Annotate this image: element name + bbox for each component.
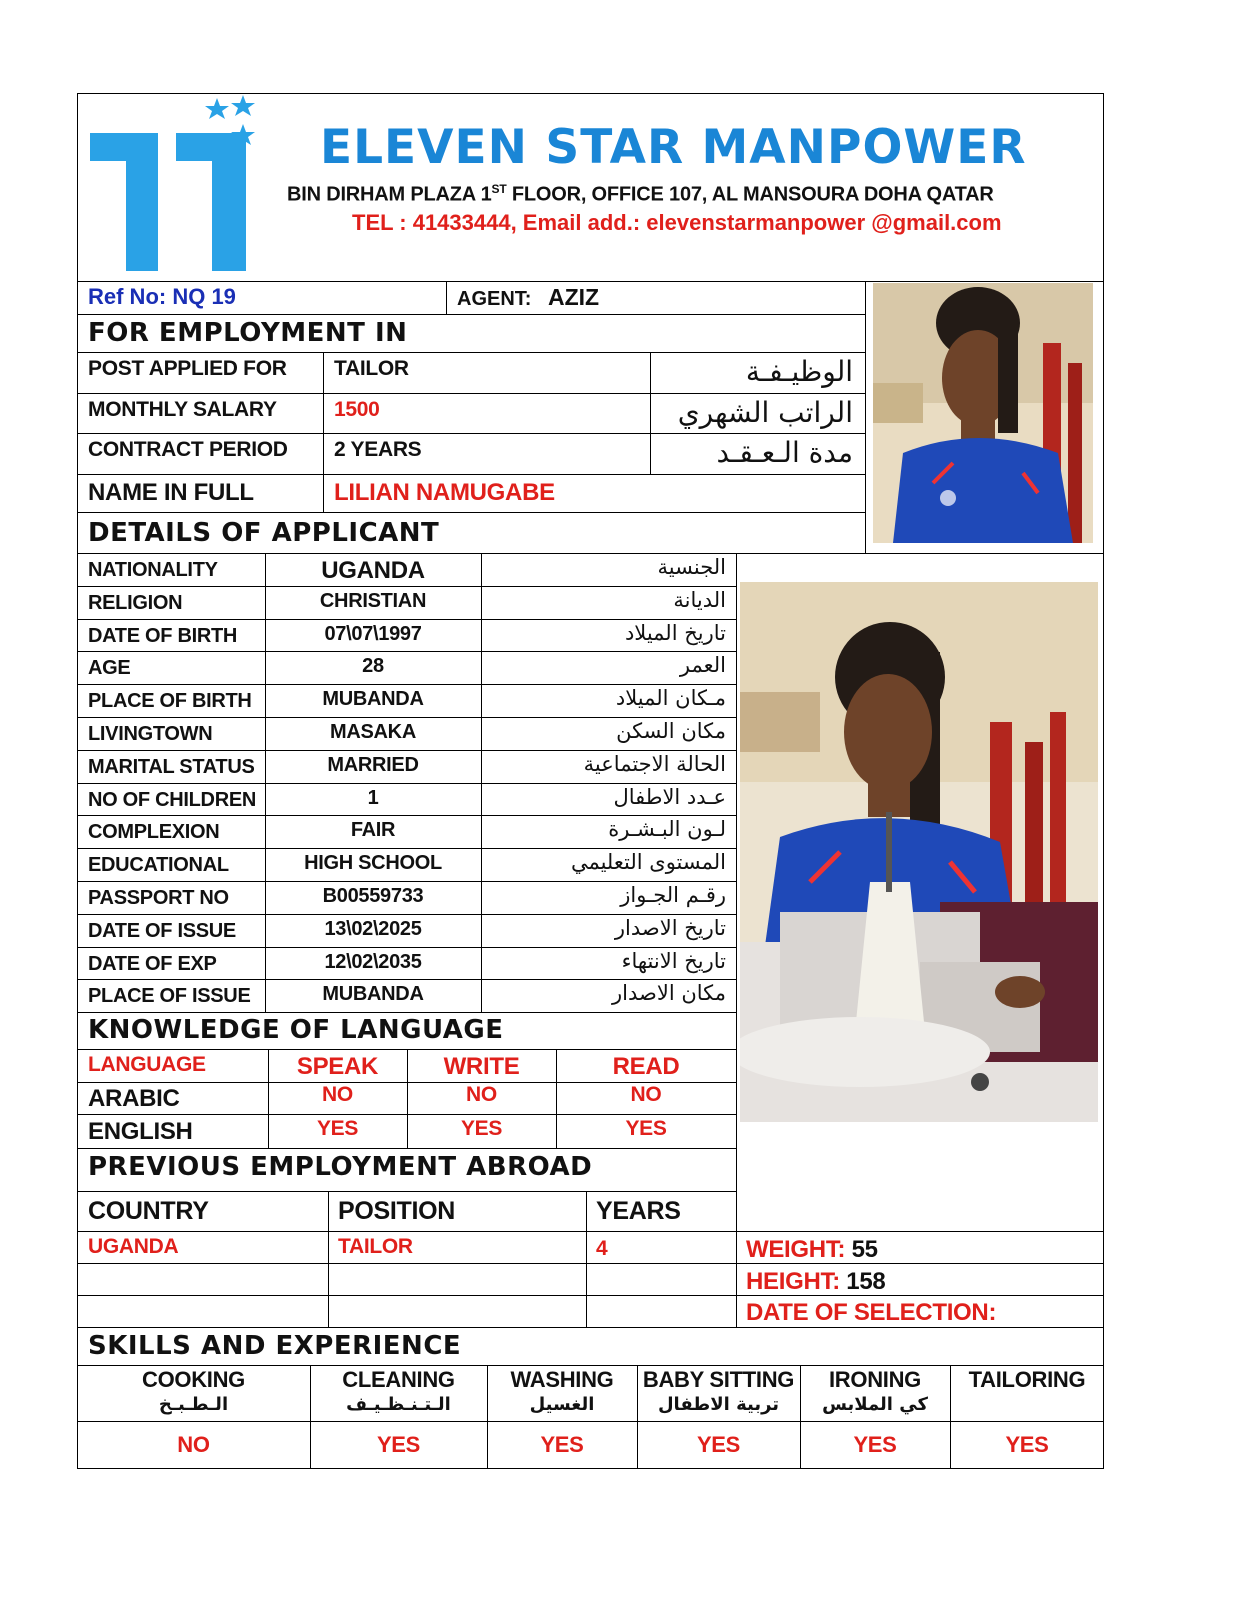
- lang-col-language: LANGUAGE: [88, 1053, 206, 1076]
- divider: [650, 352, 651, 474]
- detail-arabic: مـكان الميلاد: [615, 686, 726, 711]
- divider: [77, 1191, 736, 1192]
- divider: [446, 281, 447, 314]
- detail-arabic: مكان السكن: [616, 719, 726, 743]
- address-sup: ST: [491, 182, 507, 196]
- lang-col-write: WRITE: [443, 1053, 520, 1080]
- detail-value: CHRISTIAN: [319, 589, 427, 612]
- company-contact: TEL : 41433444, Email add.: elevenstarmanpower @gmail.com: [352, 210, 1002, 235]
- divider: [77, 1231, 1104, 1232]
- detail-value: MARRIED: [327, 753, 419, 776]
- company-logo: [86, 95, 266, 277]
- divider: [77, 1295, 1104, 1296]
- skill-name: CLEANING: [342, 1367, 455, 1392]
- divider: [77, 281, 1104, 282]
- divider: [77, 651, 736, 652]
- skill-value: NO: [177, 1432, 210, 1457]
- detail-arabic: مكان الاصدار: [612, 981, 726, 1006]
- prev-country: UGANDA: [88, 1235, 179, 1258]
- skill-arabic: الغسيل: [529, 1394, 595, 1415]
- fullname-label: NAME IN FULL: [88, 479, 254, 506]
- divider: [77, 1114, 736, 1115]
- height-value: 158: [846, 1268, 886, 1295]
- detail-arabic: تاريخ الانتهاء: [621, 948, 726, 973]
- company-address: [287, 182, 994, 207]
- skill-value: YES: [540, 1432, 584, 1457]
- skill-arabic: كي الملابس: [822, 1394, 928, 1415]
- salary-label: MONTHLY SALARY: [88, 398, 277, 421]
- skill-name: TAILORING: [968, 1367, 1086, 1392]
- skill-name: IRONING: [828, 1367, 921, 1392]
- divider: [328, 1191, 329, 1327]
- lang-col-speak: SPEAK: [296, 1053, 379, 1080]
- employment-heading: FOR EMPLOYMENT IN: [88, 318, 408, 348]
- applicant-photo-large: [740, 582, 1098, 1122]
- skill-value: YES: [376, 1432, 421, 1457]
- height: [746, 1268, 885, 1296]
- detail-label: PASSPORT NO: [88, 887, 229, 909]
- detail-arabic: لـون البـشـرة: [608, 817, 726, 842]
- lang-english-write: YES: [460, 1117, 503, 1140]
- post-label: POST APPLIED FOR: [88, 357, 287, 380]
- detail-arabic: الحالة الاجتماعية: [583, 751, 726, 776]
- previous-heading: PREVIOUS EMPLOYMENT ABROAD: [88, 1152, 593, 1182]
- skill-value: YES: [853, 1432, 897, 1457]
- star-icon: [231, 95, 255, 116]
- divider: [77, 474, 865, 475]
- prev-col-years: YEARS: [596, 1197, 681, 1225]
- detail-value: HIGH SCHOOL: [304, 852, 442, 875]
- detail-label: DATE OF BIRTH: [88, 624, 238, 647]
- divider: [77, 684, 736, 685]
- company-name: ELEVEN STAR MANPOWER: [320, 120, 1027, 175]
- lang-arabic-write: NO: [466, 1083, 497, 1106]
- skill-name: WASHING: [510, 1367, 614, 1392]
- star-icon: [205, 98, 229, 119]
- detail-arabic: عـدد الاطفال: [613, 784, 726, 809]
- prev-years: 4: [596, 1237, 608, 1260]
- detail-label: MARITAL STATUS: [88, 755, 255, 778]
- weight: [746, 1236, 878, 1264]
- post-value: TAILOR: [334, 357, 409, 380]
- prev-col-country: COUNTRY: [88, 1197, 209, 1225]
- address-part: FLOOR, OFFICE 107, AL MANSOURA DOHA QATAR: [506, 183, 994, 206]
- divider: [77, 1263, 1104, 1264]
- divider: [77, 848, 736, 849]
- salary-arabic: الراتب الشهري: [677, 396, 853, 429]
- divider: [77, 1012, 736, 1013]
- detail-value: 1: [367, 786, 379, 809]
- divider: [77, 433, 865, 434]
- detail-value: B00559733: [322, 885, 424, 907]
- language-heading: KNOWLEDGE OF LANGUAGE: [88, 1015, 504, 1045]
- post-arabic: الوظيـفـة: [745, 355, 853, 388]
- detail-value: MUBANDA: [322, 688, 424, 711]
- detail-label: LIVINGTOWN: [88, 723, 213, 745]
- weight-label: WEIGHT:: [746, 1236, 846, 1263]
- divider: [77, 1327, 1104, 1328]
- detail-value: 07\07\1997: [324, 622, 422, 645]
- divider: [77, 553, 1104, 554]
- lang-english-read: YES: [625, 1117, 667, 1140]
- lang-arabic: ARABIC: [88, 1085, 180, 1112]
- lang-english-speak: YES: [316, 1117, 359, 1140]
- detail-arabic: العمر: [679, 653, 726, 678]
- divider: [865, 281, 866, 553]
- date-of-selection: DATE OF SELECTION:: [746, 1299, 997, 1326]
- detail-value: UGANDA: [321, 557, 425, 584]
- skill-arabic: الـتـنـظـيـف: [346, 1394, 451, 1415]
- details-heading: DETAILS OF APPLICANT: [88, 518, 440, 548]
- divider: [77, 314, 865, 315]
- contract-arabic: مدة الـعـقـد: [716, 436, 853, 469]
- detail-label: RELIGION: [88, 591, 183, 614]
- divider: [736, 1231, 737, 1327]
- skill-name: BABY SITTING: [642, 1367, 795, 1392]
- divider: [586, 1191, 587, 1327]
- divider: [77, 393, 865, 394]
- divider: [77, 750, 736, 751]
- skill-name: COOKING: [141, 1367, 245, 1392]
- lang-arabic-speak: NO: [322, 1083, 353, 1106]
- detail-arabic: رقـم الجـواز: [620, 883, 726, 907]
- fullname-value: LILIAN NAMUGABE: [334, 479, 555, 506]
- detail-label: EDUCATIONAL: [88, 854, 229, 877]
- skills-heading: SKILLS AND EXPERIENCE: [88, 1331, 462, 1361]
- divider: [77, 1148, 736, 1149]
- skill-arabic: الـطـبـخ: [158, 1394, 229, 1415]
- detail-value: 13\02\2025: [324, 917, 422, 940]
- detail-arabic: الديانة: [673, 587, 726, 612]
- detail-arabic: تاريخ الميلاد: [624, 620, 726, 645]
- height-label: HEIGHT:: [746, 1268, 840, 1295]
- lang-english: ENGLISH: [88, 1118, 193, 1145]
- divider: [736, 553, 737, 1231]
- divider: [323, 352, 324, 512]
- detail-arabic: المستوى التعليمي: [570, 850, 726, 875]
- divider: [77, 717, 736, 718]
- divider: [77, 815, 736, 816]
- divider: [77, 586, 736, 587]
- divider: [77, 881, 736, 882]
- detail-label: AGE: [88, 657, 131, 680]
- lang-col-read: READ: [612, 1053, 680, 1080]
- detail-value: FAIR: [350, 819, 396, 842]
- weight-value: 55: [851, 1236, 878, 1263]
- agent-value: AZIZ: [548, 284, 600, 310]
- divider: [77, 512, 865, 513]
- applicant-photo-small: [873, 283, 1093, 543]
- detail-value: 12\02\2035: [324, 950, 422, 973]
- skill-value: YES: [1005, 1432, 1049, 1457]
- prev-position: TAILOR: [338, 1235, 413, 1258]
- detail-label: PLACE OF BIRTH: [88, 690, 252, 713]
- detail-arabic: تاريخ الاصدار: [614, 915, 726, 940]
- agent-label: AGENT:: [457, 288, 532, 310]
- address-part: BIN DIRHAM PLAZA 1: [287, 183, 492, 206]
- contract-label: CONTRACT PERIOD: [88, 438, 288, 461]
- detail-label: NO OF CHILDREN: [88, 788, 257, 811]
- contract-value: 2 YEARS: [334, 438, 422, 461]
- detail-label: DATE OF EXP: [88, 952, 217, 975]
- divider: [77, 783, 736, 784]
- lang-arabic-read: NO: [630, 1083, 662, 1106]
- detail-label: DATE OF ISSUE: [88, 919, 236, 942]
- divider: [77, 914, 736, 915]
- detail-value: MUBANDA: [322, 983, 424, 1006]
- ref-number: Ref No: NQ 19: [88, 284, 236, 309]
- detail-label: COMPLEXION: [88, 821, 220, 844]
- divider: [77, 619, 736, 620]
- divider: [77, 979, 736, 980]
- skill-arabic: تربية الاطفال: [657, 1394, 780, 1415]
- detail-label: NATIONALITY: [88, 559, 218, 581]
- detail-value: MASAKA: [330, 721, 416, 743]
- skill-value: YES: [696, 1432, 741, 1457]
- logo-eleven-stars: [86, 95, 266, 277]
- divider: [77, 947, 736, 948]
- salary-value: 1500: [334, 398, 380, 421]
- detail-arabic: الجنسية: [657, 555, 726, 579]
- prev-col-position: POSITION: [338, 1197, 456, 1225]
- divider: [77, 352, 865, 353]
- detail-label: PLACE OF ISSUE: [88, 985, 251, 1008]
- detail-value: 28: [362, 655, 384, 678]
